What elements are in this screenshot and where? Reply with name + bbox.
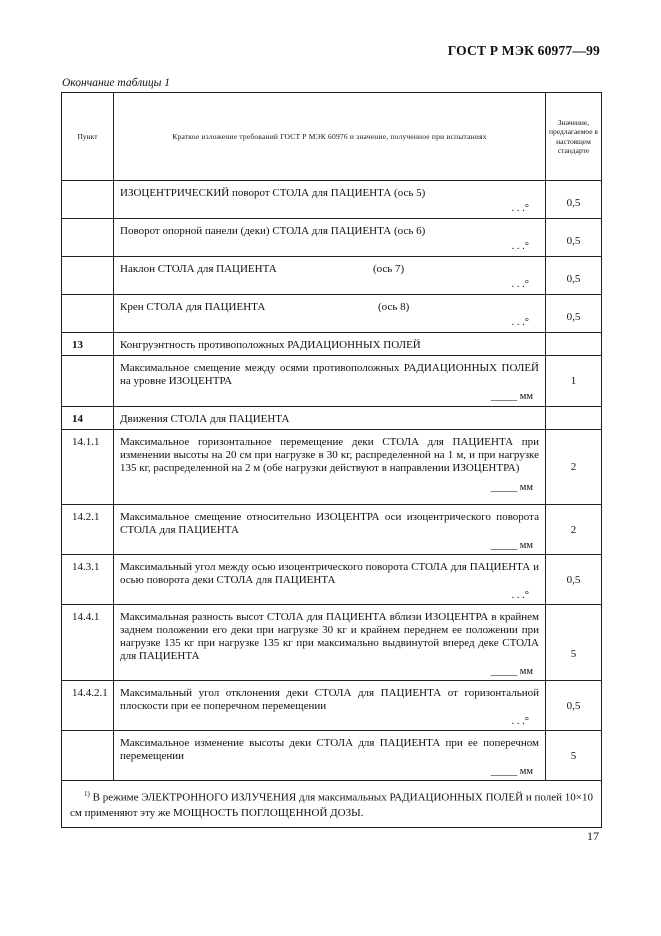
row-value: 0,5: [546, 219, 602, 257]
row-number: [62, 257, 114, 295]
table-row: [62, 407, 602, 430]
row-number: 14.4.1: [62, 605, 114, 681]
table-row: [62, 295, 602, 333]
row-text: Максимальное смещение между осями противоположных РАДИАЦИОННЫХ ПОЛЕЙ на уровне ИЗОЦЕНТРА: [120, 362, 539, 387]
table-row: [62, 356, 602, 407]
row-text: Максимальная разность высот СТОЛА для ПАЦИЕНТА вблизи ИЗОЦЕНТРА в крайнем заднем положении его деки при нагрузке 30 кг и крайнем переднем ее положении при нагрузке 135 кг при нагрузке 135 кг при максимально выдвинутой вперед деке СТОЛА для ПАЦИЕНТА: [120, 611, 539, 662]
row-value: [546, 333, 602, 356]
section-number: 14: [62, 407, 114, 430]
column-header-value: Значение, предлагаемое в настоящем стандарте: [546, 93, 602, 181]
table-row: [62, 333, 602, 356]
row-unit: _____ мм: [490, 766, 533, 777]
row-number: 14.3.1: [62, 555, 114, 605]
table-row: [62, 181, 602, 219]
row-text: Максимальное горизонтальное перемещение деки СТОЛА для ПАЦИЕНТА при изменении высоты на 20 см при нагрузке в 30 кг, распределенной на 1 м, и при нагрузке 135 кг, распределенной на 2 м (обе нагрузки действуют в направлении ИЗОЦЕНТРА): [120, 436, 539, 474]
row-number: [62, 731, 114, 781]
row-number: [62, 219, 114, 257]
row-value: 5: [546, 605, 602, 681]
table-row: [62, 555, 602, 605]
row-text: ИЗОЦЕНТРИЧЕСКИЙ поворот СТОЛА для ПАЦИЕНТА (ось 5): [120, 187, 426, 199]
table-row: [62, 505, 602, 555]
row-number: 14.2.1: [62, 505, 114, 555]
row-value: 2: [546, 505, 602, 555]
footnote-row: [62, 781, 602, 828]
column-header-item: Пункт: [62, 93, 114, 181]
row-value: [546, 407, 602, 430]
table-row: [62, 219, 602, 257]
table-row: [62, 257, 602, 295]
row-text: Максимальное изменение высоты деки СТОЛА для ПАЦИЕНТА при ее поперечном перемещении: [120, 737, 539, 762]
footnote-text: В режиме ЭЛЕКТРОННОГО ИЗЛУЧЕНИЯ для максимальных РАДИАЦИОННЫХ ПОЛЕЙ и полей 10×10 см применяют эту же МОЩНОСТЬ ПОГЛОЩЕННОЙ ДОЗЫ.: [70, 791, 594, 819]
table-row: [62, 681, 602, 731]
footnote-mark: 1): [83, 790, 90, 798]
row-value: 0,5: [546, 257, 602, 295]
table-row: [62, 430, 602, 505]
row-value: 1: [546, 356, 602, 407]
row-text: Максимальный угол отклонения деки СТОЛА для ПАЦИЕНТА от горизонтальной плоскости при ее поперечном перемещении: [120, 687, 539, 712]
row-unit: . . .°: [511, 716, 529, 727]
table-row: [62, 605, 602, 681]
row-unit: . . .°: [511, 279, 529, 290]
footnote: [62, 781, 602, 828]
row-value: 0,5: [546, 555, 602, 605]
page-number: 17: [587, 829, 599, 843]
row-number: 14.1.1: [62, 430, 114, 505]
row-number: [62, 356, 114, 407]
row-unit: . . .°: [511, 241, 529, 252]
column-header-summary: Краткое изложение требований ГОСТ Р МЭК 60976 и значение, полученное при испытаниях: [114, 93, 546, 181]
section-number: 13: [62, 333, 114, 356]
row-unit: . . .°: [511, 317, 529, 328]
row-text: Максимальное смещение относительно ИЗОЦЕНТРА оси изоцентрического поворота СТОЛА для ПАЦИЕНТА: [120, 511, 539, 536]
row-value: 0,5: [546, 181, 602, 219]
row-unit: _____ мм: [490, 391, 533, 402]
table-continuation-caption: Окончание таблицы 1: [62, 77, 170, 89]
table-row: [62, 731, 602, 781]
requirements-table: [61, 92, 602, 828]
row-value: 0,5: [546, 681, 602, 731]
row-text: Крен СТОЛА для ПАЦИЕНТА (ось 8): [120, 301, 410, 313]
row-value: 0,5: [546, 295, 602, 333]
row-unit: _____ мм: [490, 666, 533, 677]
row-text: Поворот опорной панели (деки) СТОЛА для ПАЦИЕНТА (ось 6): [120, 225, 426, 237]
row-text: Максимальный угол между осью изоцентрического поворота СТОЛА для ПАЦИЕНТА и осью поворота деки СТОЛА для ПАЦИЕНТА: [120, 561, 539, 586]
section-title: Движения СТОЛА для ПАЦИЕНТА: [114, 407, 546, 430]
row-number: 14.4.2.1: [62, 681, 114, 731]
section-title: Конгруэнтность противоположных РАДИАЦИОННЫХ ПОЛЕЙ: [114, 333, 546, 356]
row-number: [62, 295, 114, 333]
row-value: 5: [546, 731, 602, 781]
row-unit: . . .°: [511, 590, 529, 601]
row-number: [62, 181, 114, 219]
table-header-row: [62, 93, 602, 181]
row-unit: _____ мм: [490, 540, 533, 551]
row-value: 2: [546, 430, 602, 505]
document-id: ГОСТ Р МЭК 60977—99: [447, 43, 600, 58]
row-text: Наклон СТОЛА для ПАЦИЕНТА (ось 7): [120, 263, 405, 275]
row-unit: . . .°: [511, 203, 529, 214]
row-unit: _____ мм: [490, 482, 533, 493]
